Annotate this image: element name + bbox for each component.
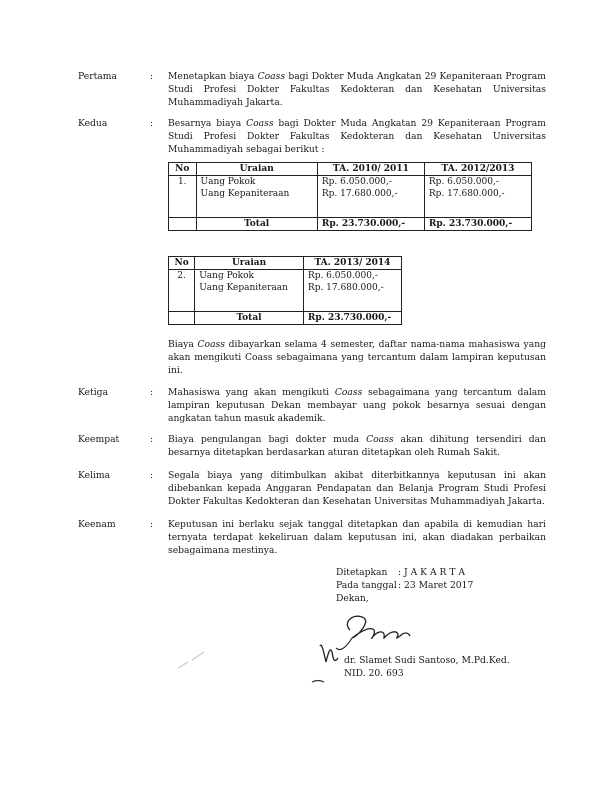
coass-term: Coass <box>366 434 394 445</box>
table-cell: Rp. 6.050.000,- Rp. 17.680.000,- <box>303 270 401 312</box>
colon: : <box>150 434 154 445</box>
coass-term: Coass <box>257 71 286 82</box>
colon: : <box>150 387 154 398</box>
section-label: Kedua <box>78 118 108 129</box>
section-text: Biaya pengulangan bagi dokter muda Coass akan dihitung tersendiri dan besarnya ditetapkan berdasarkan aturan ditetapkan oleh Rumah Sakit. <box>168 434 546 458</box>
fee-table-2 <box>168 256 402 325</box>
tanggal-value: : 23 Maret 2017 <box>398 580 474 591</box>
ditetapkan-value: : J A K A R T A <box>398 567 466 578</box>
table-header: No <box>169 163 197 176</box>
section-label: Kelima <box>78 470 111 481</box>
coass-term: Coass <box>334 387 363 398</box>
section-text: Keputusan ini berlaku sejak tanggal ditetapkan dan apabila di kemudian hari ternyata terdapat kekeliruan dalam keputusan ini, akan diadakan perbaikan sebagaimana mestinya. <box>168 519 546 556</box>
table-cell: 2. <box>169 270 195 312</box>
signer-name: dr. Slamet Sudi Santoso, M.Pd.Ked. <box>344 655 510 666</box>
signer-role: Dekan, <box>336 593 369 604</box>
table-total-value: Rp. 23.730.000,- <box>317 218 424 231</box>
table-cell: Rp. 6.050.000,- Rp. 17.680.000,- <box>424 176 531 218</box>
section-text: Segala biaya yang ditimbulkan akibat diterbitkannya keputusan ini akan dibebankan kepada Anggaran Pendapatan dan Belanja Program Studi Profesi Dokter Fakultas Kedokteran dan Kesehatan Universitas Muhammadiyah Jakarta. <box>168 470 546 507</box>
table-cell: Uang Pokok Uang Kepaniteraan <box>195 270 304 312</box>
scan-mark <box>310 676 330 686</box>
colon: : <box>150 118 154 129</box>
scan-mark <box>174 646 214 676</box>
table-cell: Rp. 6.050.000,- Rp. 17.680.000,- <box>317 176 424 218</box>
signer-nid: NID. 20. 693 <box>344 668 404 679</box>
colon: : <box>150 71 154 82</box>
table-total-label: Total <box>195 312 304 325</box>
table-cell: Uang Pokok Uang Kepaniteraan <box>196 176 317 218</box>
section-label: Keempat <box>78 434 120 445</box>
section-text: Besarnya biaya Coass bagi Dokter Muda Angkatan 29 Kepaniteraan Program Studi Profesi Dokter Fakultas Kedokteran dan Kesehatan Universitas Muhammadiyah sebagai berikut : <box>168 118 546 155</box>
coass-term: Coass <box>246 118 274 129</box>
table-header: TA. 2010/ 2011 <box>317 163 424 176</box>
table-header: Uraian <box>195 257 304 270</box>
section-label: Pertama <box>78 71 117 82</box>
table-header: TA. 2012/2013 <box>424 163 531 176</box>
tanggal-label: Pada tanggal <box>336 580 397 591</box>
section-text: Biaya Coass dibayarkan selama 4 semester, daftar nama-nama mahasiswa yang akan mengikuti Coass sebagaimana yang tercantum dalam lampiran keputusan ini. <box>168 339 546 376</box>
coass-term: Coass <box>197 339 225 350</box>
table-header: Uraian <box>196 163 317 176</box>
table-cell: 1. <box>169 176 197 218</box>
table-header: TA. 2013/ 2014 <box>303 257 401 270</box>
table-total-value: Rp. 23.730.000,- <box>424 218 531 231</box>
section-text: Mahasiswa yang akan mengikuti Coass sebagaimana yang tercantum dalam lampiran keputusan Dekan membayar uang pokok besarnya sesuai dengan angkatan tahun masuk akademik. <box>168 387 546 424</box>
section-label: Ketiga <box>78 387 109 398</box>
section-label: Keenam <box>78 519 116 530</box>
ditetapkan-label: Ditetapkan <box>336 567 388 578</box>
section-text: Menetapkan biaya Coass bagi Dokter Muda Angkatan 29 Kepaniteraan Program Studi Profesi Dokter Fakultas Kedokteran dan Kesehatan Universitas Muhammadiyah Jakarta. <box>168 71 546 108</box>
table-total-value: Rp. 23.730.000,- <box>303 312 401 325</box>
signer-info <box>344 654 510 680</box>
fee-table-1 <box>168 162 532 231</box>
colon: : <box>150 470 154 481</box>
colon: : <box>150 519 154 530</box>
table-header: No <box>169 257 195 270</box>
table-total-label: Total <box>196 218 317 231</box>
signature-block <box>336 566 473 605</box>
